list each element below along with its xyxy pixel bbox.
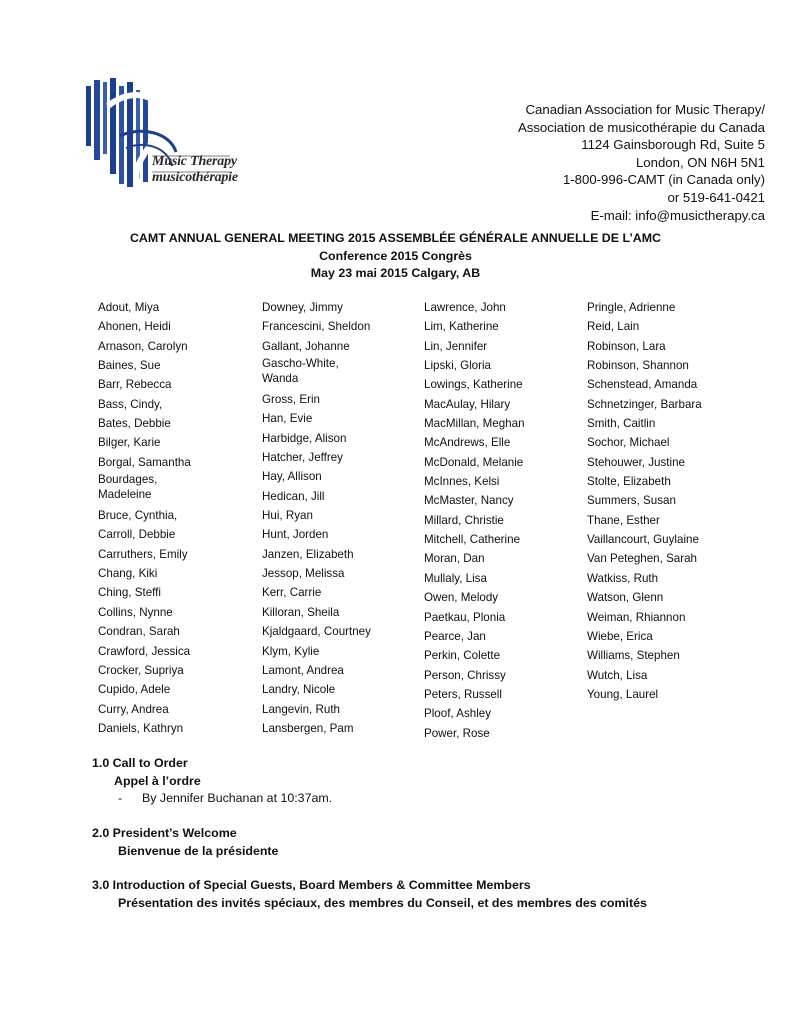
address-block (518, 101, 765, 224)
attendee-name: Condran, Sarah (98, 625, 180, 639)
attendee-name: Langevin, Ruth (262, 702, 340, 716)
attendee-name: Ploof, Ashley (424, 707, 492, 721)
attendee-name: Lawrence, John (424, 301, 506, 314)
section-3-title: 3.0 Introduction of Special Guests, Board Members & Committee Members (92, 878, 531, 892)
attendee-name: Weiman, Rhiannon (587, 610, 686, 624)
section-1-bullet-text: By Jennifer Buchanan at 10:37am. (142, 791, 333, 805)
attendee-name: Lin, Jennifer (424, 339, 488, 353)
street-address: 1124 Gainsborough Rd, Suite 5 (581, 137, 765, 153)
attendee-name: Kerr, Carrie (262, 586, 322, 600)
attendee-name: Gallant, Johanne (262, 339, 350, 353)
attendee-name: Vaillancourt, Guylaine (587, 533, 699, 547)
attendee-name: Sochor, Michael (587, 436, 670, 450)
attendee-name: Lim, Katherine (424, 320, 499, 334)
attendee-name: Summers, Susan (587, 494, 676, 508)
attendee-name: Landry, Nicole (262, 683, 336, 697)
attendee-name: Daniels, Kathryn (98, 721, 184, 735)
section-1-title-fr: Appel à l’ordre (114, 773, 201, 788)
attendee-name: Carruthers, Emily (98, 547, 188, 561)
attendee-name: McDonald, Melanie (424, 455, 524, 469)
attendee-name: Barr, Rebecca (98, 378, 172, 392)
attendee-name: Bourdages, (98, 473, 158, 487)
attendee-name: Robinson, Shannon (587, 359, 689, 373)
attendee-name: Janzen, Elizabeth (262, 547, 354, 561)
attendee-name: Peters, Russell (424, 687, 502, 701)
attendee-name: Jessop, Melissa (262, 567, 345, 581)
org-name-en: Canadian Association for Music Therapy/ (525, 102, 765, 117)
attendee-name: Van Peteghen, Sarah (587, 552, 698, 566)
attendee-name: Klym, Kylie (262, 644, 320, 658)
attendee-name: Hatcher, Jeffrey (262, 451, 343, 465)
email: E-mail: info@musictherapy.ca (590, 207, 765, 223)
attendee-column-4 (587, 298, 737, 704)
attendee-name: Chang, Kiki (98, 567, 158, 581)
attendee-column-1 (98, 298, 248, 738)
attendee-name: Thane, Esther (587, 513, 660, 527)
attendee-name: Crawford, Jessica (98, 644, 191, 658)
attendee-name: Madeleine (98, 488, 152, 502)
city-postal: London, ON N6H 5N1 (635, 154, 765, 170)
attendee-name: Lipski, Gloria (424, 359, 492, 373)
attendee-name: McMaster, Nancy (424, 494, 514, 508)
attendee-name: McInnes, Kelsi (424, 475, 500, 489)
attendee-name: Gascho-White, (262, 357, 339, 371)
attendee-name: Gross, Erin (262, 393, 320, 407)
section-1-title: 1.0 Call to Order (92, 756, 188, 770)
attendee-name: MacMillan, Meghan (424, 417, 525, 431)
attendee-name: Williams, Stephen (587, 649, 680, 663)
attendee-name: Paetkau, Plonia (424, 610, 506, 624)
attendee-name: Bilger, Karie (98, 436, 161, 450)
attendee-name: Stolte, Elizabeth (587, 475, 671, 489)
attendee-name: Collins, Nynne (98, 605, 173, 619)
attendee-name: Wiebe, Erica (587, 629, 653, 643)
attendee-name: Carroll, Debbie (98, 528, 176, 542)
attendee-name: Harbidge, Alison (262, 431, 347, 445)
section-introductions (92, 877, 647, 912)
logo-text-fr: musicothérapie (152, 170, 238, 185)
attendee-name: Borgal, Samantha (98, 455, 191, 469)
attendee-name: Downey, Jimmy (262, 301, 343, 314)
attendee-name: Person, Chrissy (424, 668, 506, 682)
org-name-fr: Association de musicothérapie du Canada (517, 119, 765, 135)
attendee-name: Robinson, Lara (587, 339, 666, 353)
section-2-title-fr: Bienvenue de la présidente (118, 843, 279, 858)
phone-local: or 519-641-0421 (667, 189, 765, 205)
attendee-name: Adout, Miya (98, 301, 160, 314)
attendee-name: Perkin, Colette (424, 649, 501, 663)
attendee-name: Lowings, Katherine (424, 378, 523, 392)
attendee-name: Ching, Steffi (98, 586, 161, 600)
logo-text-en: Music Therapy (152, 154, 237, 169)
attendee-name: Bass, Cindy, (98, 397, 163, 411)
attendee-column-3 (424, 298, 574, 743)
section-1-bullet (92, 790, 332, 808)
heading-title: CAMT ANNUAL GENERAL MEETING 2015 ASSEMBLÉE GÉNÉRALE ANNUELLE DE L’AMC (129, 231, 661, 245)
section-president-welcome (92, 825, 278, 860)
attendee-name: Francescini, Sheldon (262, 320, 371, 334)
attendee-name: Bates, Debbie (98, 417, 171, 431)
attendee-name: Mitchell, Catherine (424, 533, 521, 547)
section-call-to-order (92, 755, 332, 808)
attendee-name: Young, Laurel (587, 687, 659, 701)
attendee-name: Hedican, Jill (262, 489, 325, 503)
attendee-name: Owen, Melody (424, 591, 499, 605)
section-3-title-fr: Présentation des invités spéciaux, des membres du Conseil, et des membres des comités (118, 895, 647, 910)
attendee-name: Smith, Caitlin (587, 417, 656, 431)
attendee-name: Pringle, Adrienne (587, 301, 676, 314)
attendee-name: Hunt, Jorden (262, 528, 329, 542)
attendee-name: Pearce, Jan (424, 629, 486, 643)
attendee-name: Schnetzinger, Barbara (587, 397, 702, 411)
attendee-name: McAndrews, Elle (424, 436, 511, 450)
attendee-name: Moran, Dan (424, 552, 485, 566)
attendee-name: Watkiss, Ruth (587, 571, 659, 585)
attendee-name: Bruce, Cynthia, (98, 509, 178, 523)
section-2-title: 2.0 President’s Welcome (92, 826, 237, 840)
attendee-name: Ahonen, Heidi (98, 320, 171, 334)
attendee-name: Watson, Glenn (587, 591, 664, 605)
attendee-name: Hui, Ryan (262, 509, 313, 523)
attendee-name: Schenstead, Amanda (587, 378, 698, 392)
attendee-name: Arnason, Carolyn (98, 339, 188, 353)
attendee-name: Lamont, Andrea (262, 663, 344, 677)
meeting-heading (0, 230, 791, 283)
heading-conference: Conference 2015 Congrès (319, 248, 472, 263)
attendee-name: Mullaly, Lisa (424, 571, 487, 585)
attendee-name: Wutch, Lisa (587, 668, 648, 682)
attendee-name: Reid, Lain (587, 320, 640, 334)
attendee-name: Baines, Sue (98, 359, 161, 373)
attendee-name: Millard, Christie (424, 513, 504, 527)
attendee-name: Wanda (262, 372, 299, 386)
attendee-name: Power, Rose (424, 726, 490, 740)
attendee-name: Killoran, Sheila (262, 605, 340, 619)
attendee-name: Crocker, Supriya (98, 663, 184, 677)
attendee-name: MacAulay, Hilary (424, 397, 511, 411)
attendee-column-2 (262, 298, 412, 738)
attendee-name: Stehouwer, Justine (587, 455, 685, 469)
bullet-dash: - (118, 791, 123, 805)
attendee-name: Curry, Andrea (98, 702, 169, 716)
attendee-name: Kjaldgaard, Courtney (262, 625, 371, 639)
heading-date-location: May 23 mai 2015 Calgary, AB (310, 266, 481, 280)
attendee-name: Han, Evie (262, 412, 313, 426)
attendee-name: Cupido, Adele (98, 683, 171, 697)
attendee-name: Lansbergen, Pam (262, 721, 354, 735)
attendee-name: Hay, Allison (262, 470, 322, 484)
phone-tollfree: 1-800-996-CAMT (in Canada only) (562, 172, 765, 188)
